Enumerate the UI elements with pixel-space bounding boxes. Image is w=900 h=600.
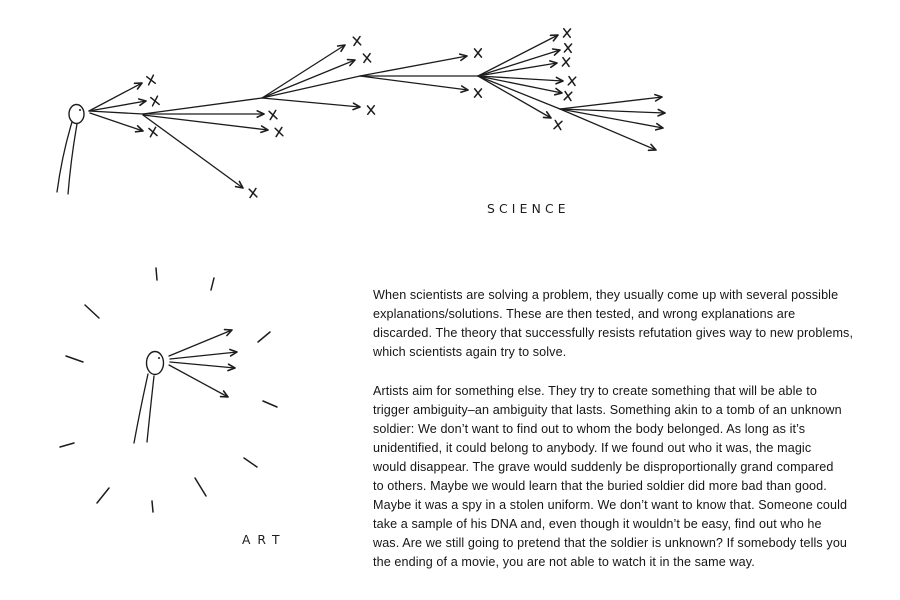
dash-mark (258, 332, 270, 342)
dash-mark (263, 401, 277, 407)
arrow-line (478, 76, 560, 109)
x-mark (275, 127, 283, 136)
essay-line: Maybe it was a spy in a stolen uniform. We don’t want to know that. Someone could (373, 498, 848, 512)
figure-leg (147, 376, 154, 442)
figure-head (147, 352, 164, 375)
arrow-line (143, 115, 243, 188)
figure-leg (134, 374, 148, 443)
x-mark (563, 29, 570, 38)
essay-paragraph-art (373, 382, 853, 572)
dash-mark (97, 488, 109, 503)
figure-eye-dot (79, 109, 81, 111)
x-mark (564, 91, 572, 100)
arrow-line (169, 330, 232, 356)
arrow-line (89, 111, 143, 114)
x-mark (475, 49, 482, 58)
essay-paragraph-science (373, 286, 853, 362)
arrow-line (262, 98, 360, 107)
essay-line: take a sample of his DNA and, even though it wouldn’t be easy, find out who he (373, 517, 822, 531)
x-mark (269, 110, 277, 119)
essay-line: to others. Maybe we would learn that the buried soldier did more bad than good. (373, 479, 827, 493)
arrow-line (143, 98, 262, 114)
arrow-line (169, 365, 228, 397)
arrow-line (360, 56, 467, 76)
essay-line: the ending of a movie, you are not able to watch it in the same way. (373, 555, 755, 569)
x-mark (151, 96, 159, 106)
x-mark (562, 58, 569, 67)
dash-mark (156, 268, 157, 280)
arrow-line (560, 97, 662, 109)
figure-eye-dot (158, 357, 160, 359)
essay-line: was. Are we still going to pretend that the soldier is unknown? If somebody tells you (373, 536, 848, 550)
x-mark (554, 120, 562, 129)
dash-mark (244, 458, 257, 467)
arrow-line (560, 109, 656, 150)
art-diagram (60, 268, 277, 512)
x-mark (568, 77, 576, 86)
dash-mark (152, 501, 153, 512)
x-mark (564, 44, 571, 53)
dash-mark (85, 305, 99, 318)
arrow-line (478, 50, 560, 76)
x-mark (249, 188, 257, 197)
x-mark (147, 75, 156, 85)
essay-line: explanations/solutions. These are then tested, and wrong explanations are (373, 307, 796, 321)
arrow-line (170, 362, 235, 368)
dash-mark (195, 478, 206, 496)
arrow-line (262, 45, 345, 98)
arrow-line (170, 352, 237, 359)
x-mark (367, 106, 374, 115)
x-mark (475, 89, 482, 98)
arrow-line (90, 113, 143, 131)
science-diagram (57, 29, 665, 198)
essay-line: Artists aim for something else. They try to create something that will be able to (373, 384, 817, 398)
essay-line: trigger ambiguity–an ambiguity that lasts. Something akin to a tomb of an unknown (373, 403, 842, 417)
arrow-line (478, 76, 551, 118)
arrowhead (338, 45, 345, 51)
arrow-line (262, 60, 355, 98)
dash-mark (60, 443, 74, 447)
arrow-line (262, 76, 360, 98)
dash-mark (211, 278, 214, 290)
essay-line: soldier: We don’t want to find out to whom the body belonged. As long as it’s (373, 422, 806, 436)
x-mark (353, 37, 361, 46)
essay-line: would disappear. The grave would suddenly be disproportionally grand compared (373, 460, 834, 474)
x-mark (149, 127, 157, 136)
science-label: SCIENCE (487, 202, 570, 216)
essay-line: unidentified, it could belong to anybody. If we found out who it was, the magic (373, 441, 812, 455)
figure-head (69, 105, 84, 124)
x-mark (363, 54, 370, 63)
essay-line: which scientists again try to solve. (373, 345, 567, 359)
essay-line: discarded. The theory that successfully resists refutation gives way to new problems, (373, 326, 854, 340)
dash-mark (66, 356, 83, 362)
essay-text (373, 286, 853, 572)
essay-line: When scientists are solving a problem, they usually come up with several possible (373, 288, 839, 302)
figure-leg (68, 124, 77, 194)
art-label: ART (242, 533, 287, 547)
arrow-line (360, 76, 468, 90)
arrow-line (143, 115, 268, 130)
